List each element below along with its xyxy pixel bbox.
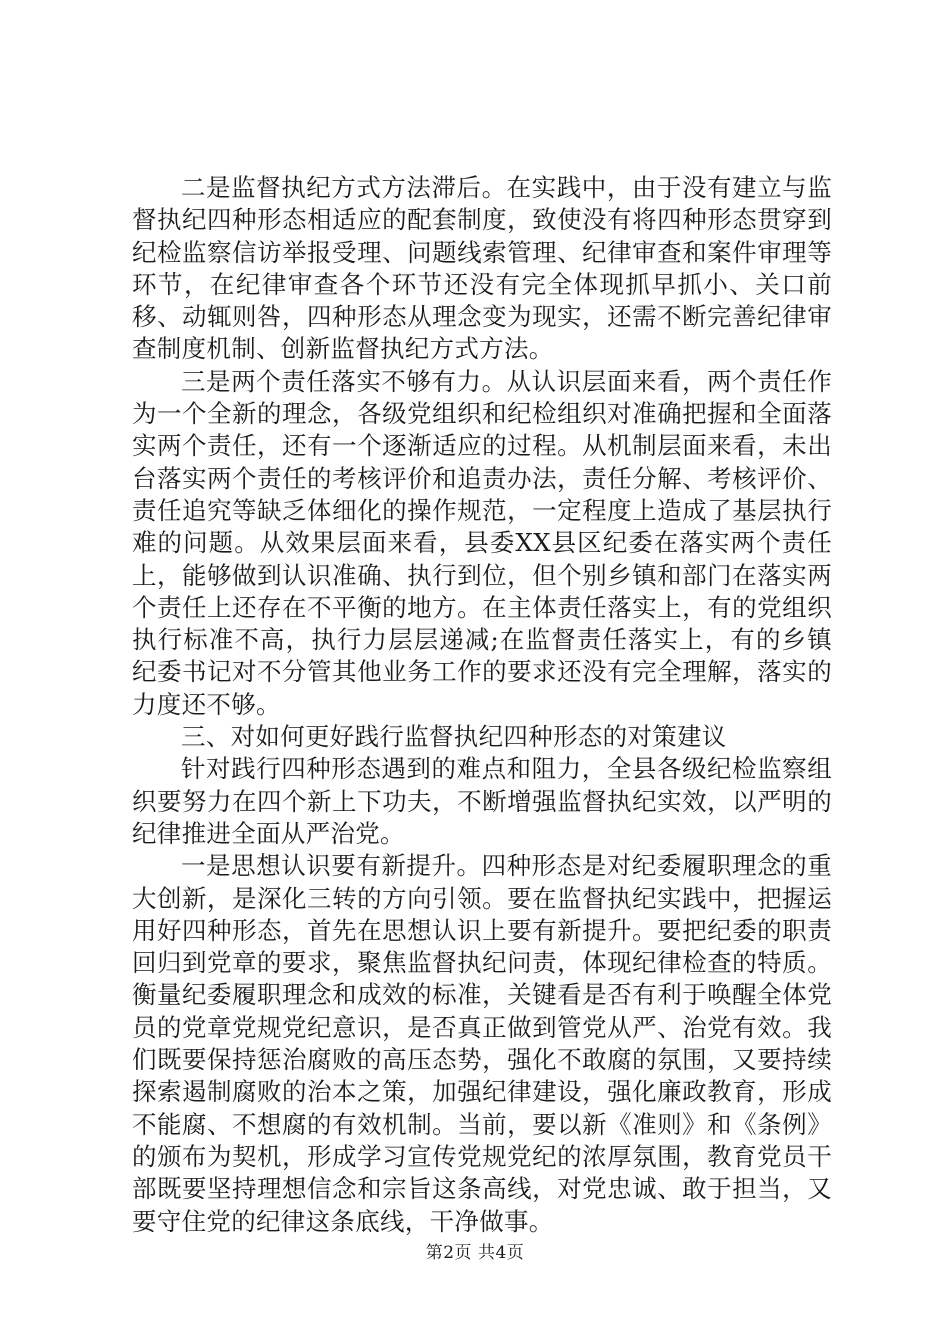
section-heading-countermeasures: 三、对如何更好践行监督执纪四种形态的对策建议 [181,722,727,752]
page-number-footer: 第2页 共4页 [425,1243,525,1263]
paragraph-two-responsibilities: 三是两个责任落实不够有力。从认识层面来看，两个责任作为一个全新的理念，各级党组织和纪检组织对准确把握和全面落实两个责任，还有一个逐渐适应的过程。从机制层面来看，未出台落实两个责任的考核评价和追责办法，责任分解、考核评价、责任追究等缺乏体细化的操作规范，一定程度上造成了基层执行难的问题。从效果层面来看，县委XX县区纪委在落实两个责任上，能够做到认识准确、执行到位，但个别乡镇和部门在落实两个责任上还存在不平衡的地方。在主体责任落实上，有的党组织执行标准不高，执行力层层递减;在监督责任落实上，有的乡镇纪委书记对不分管其他业务工作的要求还没有完全理解，落实的力度还不够。 [132,366,832,719]
paragraph-ideological-awareness: 一是思想认识要有新提升。四种形态是对纪委履职理念的重大创新，是深化三转的方向引领。要在监督执纪实践中，把握运用好四种形态，首先在思想认识上要有新提升。要把纪委的职责回归到党章的要求，聚焦监督执纪问责，体现纪律检查的特质。衡量纪委履职理念和成效的标准，关键看是否有利于唤醒全体党员的党章党规党纪意识，是否真正做到管党从严、治党有效。我们既要保持惩治腐败的高压态势，强化不敢腐的氛围，又要持续探索遏制腐败的治本之策，加强纪律建设，强化廉政教育，形成不能腐、不想腐的有效机制。当前，要以新《准则》和《条例》的颁布为契机，形成学习宣传党规党纪的浓厚氛围，教育党员干部既要坚持理想信念和宗旨这条高线，对党忠诚、敢于担当，又要守住党的纪律这条底线，干净做事。 [132,851,832,1236]
document-body [132,172,832,1238]
paragraph-supervision-methods: 二是监督执纪方式方法滞后。在实践中，由于没有建立与监督执纪四种形态相适应的配套制度，致使没有将四种形态贯穿到纪检监察信访举报受理、问题线索管理、纪律审查和案件审理等环节，在纪律审查各个环节还没有完全体现抓早抓小、关口前移、动辄则咎，四种形态从理念变为现实，还需不断完善纪律审查制度机制、创新监督执纪方式方法。 [132,173,832,364]
paragraph-four-new-efforts: 针对践行四种形态遇到的难点和阻力，全县各级纪检监察组织要努力在四个新上下功夫，不断增强监督执纪实效，以严明的纪律推进全面从严治党。 [132,754,832,848]
